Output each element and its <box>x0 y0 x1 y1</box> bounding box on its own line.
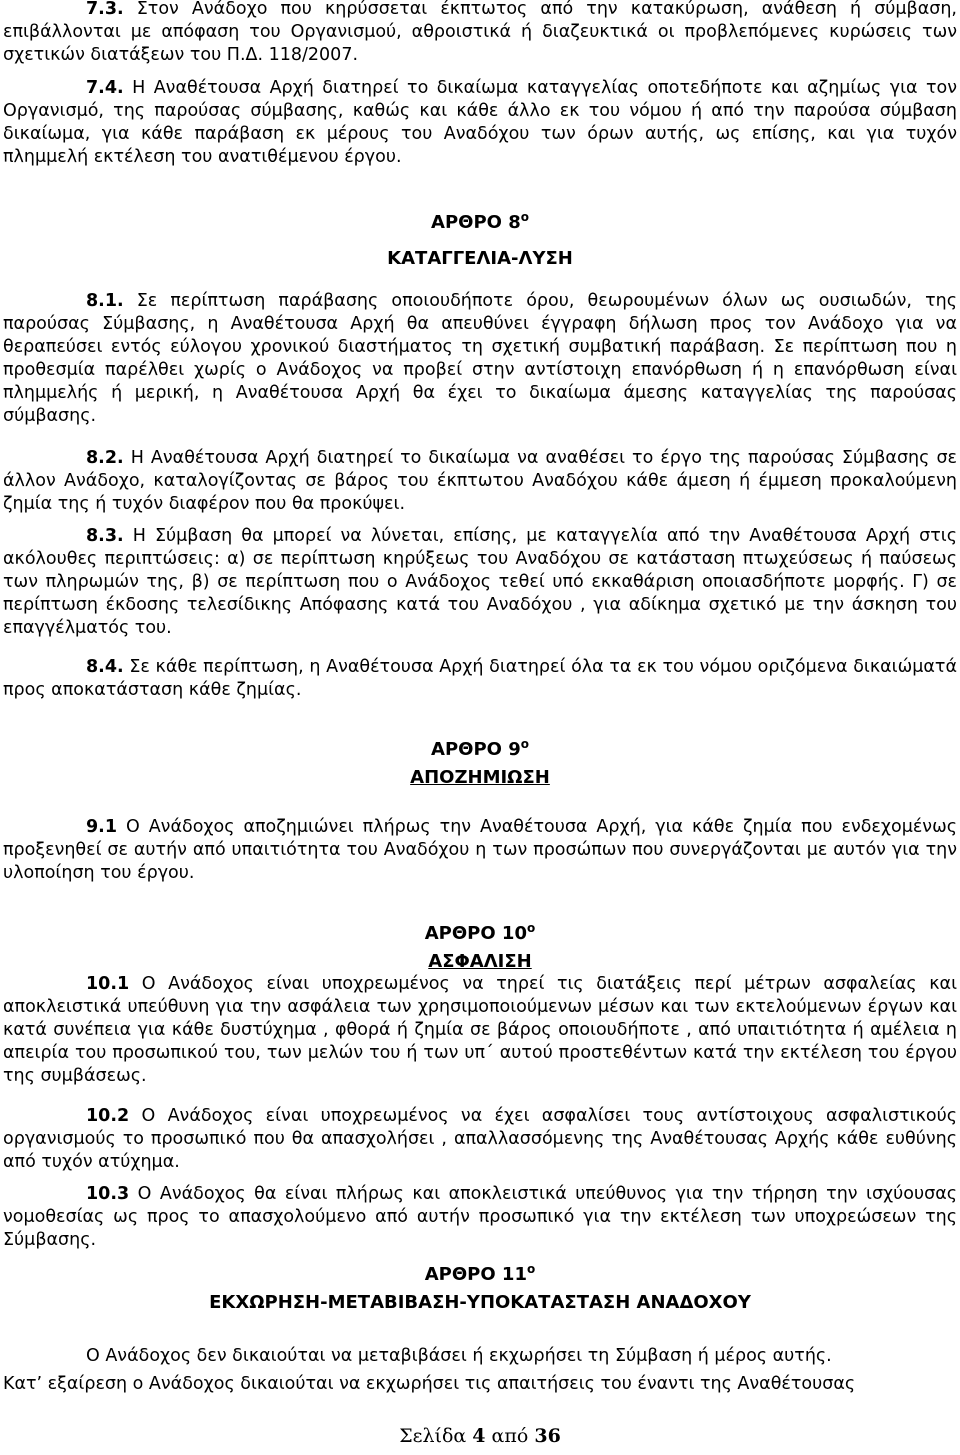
clause-text: Ο Ανάδοχος είναι υποχρεωμένος να έχει ασφαλίσει τους αντίστοιχους ασφαλιστικούς οργανισμούς το προσωπικό που θα απασχολήσει , απαλλασσόμενης της Αναθέτουσας Αρχής κάθε ευθύνης από τυχόν ατύχημα. <box>3 1106 957 1172</box>
paragraph-10-2 <box>3 1105 957 1174</box>
clause-text: Η Σύμβαση θα μπορεί να λύνεται, επίσης, με καταγγελία από την Αναθέτουσα Αρχή στις ακόλουθες περιπτώσεις: α) σε περίπτωση κηρύξεως του Αναδόχου σε κατάσταση πτωχεύσεως ή παύσεως των πληρωμών της, β) σε περίπτωση που ο Ανάδοχος τεθεί υπό εκκαθάριση οποιασδήποτε μορφής. Γ) σε περίπτωση έκδοσης τελεσίδικης Απόφασης κατά του Αναδόχου , για αδίκημα σχετικό με την άσκηση του επαγγέλματός του. <box>3 526 957 638</box>
clause-number: 7.4. <box>86 78 124 98</box>
article-subtitle: ΑΠΟΖΗΜΙΩΣΗ <box>410 767 550 788</box>
article-title: ΑΡΘΡΟ $11^o$ <box>424 1262 536 1285</box>
article-10-heading <box>0 922 960 974</box>
paragraph-7-4 <box>3 77 957 169</box>
paragraph-8-4 <box>3 656 957 702</box>
paragraph-10-3 <box>3 1183 957 1252</box>
article-subtitle: ΚΑΤΑΓΓΕΛΙΑ-ΛΥΣΗ <box>387 248 573 269</box>
clause-number: 8.2. <box>86 448 124 468</box>
article-9-heading <box>0 738 960 790</box>
article-title: ΑΡΘΡΟ $8^o$ <box>431 210 529 233</box>
clause-number: 9.1 <box>86 817 118 837</box>
current-page-number: 4 <box>472 1425 486 1447</box>
paragraph-11-1: Ο Ανάδοχος δεν δικαιούται να μεταβιβάσει ή εκχωρήσει τη Σύμβαση ή μέρος αυτής. <box>86 1346 832 1366</box>
paragraph-11-2: Κατ’ εξαίρεση ο Ανάδοχος δικαιούται να εκχωρήσει τις απαιτήσεις του έναντι της Αναθέτουσας <box>3 1374 856 1394</box>
article-subtitle: ΑΣΦΑΛΙΣΗ <box>428 951 532 972</box>
clause-number: 8.3. <box>86 526 124 546</box>
article-title: ΑΡΘΡΟ $10^o$ <box>424 921 536 944</box>
paragraph-8-3 <box>3 525 957 640</box>
clause-number: 10.2 <box>86 1106 130 1126</box>
clause-text: Η Αναθέτουσα Αρχή διατηρεί το δικαίωμα καταγγελίας οποτεδήποτε και αζημίως για τον Οργανισμό, της παρούσας σύμβασης, καθώς και κάθε άλλο εκ του νόμου ή από την παρούσα σύμβαση δικαίωμα, για κάθε παράβαση εκ μέρους του Αναδόχου των όρων αυτής, ως επίσης, και για τυχόν πλημμελή εκτέλεση του ανατιθέμενου έργου. <box>3 78 957 167</box>
clause-number: 10.1 <box>86 974 130 994</box>
clause-number: 8.4. <box>86 657 124 677</box>
clause-number: 10.3 <box>86 1184 130 1204</box>
page-footer: Σελίδα 4 από 36 <box>399 1425 561 1447</box>
article-title: ΑΡΘΡΟ $9^o$ <box>431 737 529 760</box>
clause-text: Σε κάθε περίπτωση, η Αναθέτουσα Αρχή διατηρεί όλα τα εκ του νόμου οριζόμενα δικαιώματά προς αποκατάσταση κάθε ζημίας. <box>3 657 957 700</box>
paragraph-8-2 <box>3 447 957 516</box>
clause-text: Στον Ανάδοχο που κηρύσσεται έκπτωτος από την κατακύρωση, ανάθεση ή σύμβαση, επιβάλλονται με απόφαση του Οργανισμού, αθροιστικά ή διαζευκτικά οι προβλεπόμενες κυρώσεις των σχετικών διατάξεων του Π.Δ. 118/2007. <box>3 0 957 65</box>
clause-text: Σε περίπτωση παράβασης οποιουδήποτε όρου, θεωρουμένων όλων ως ουσιωδών, της παρούσας Σύμβασης, η Αναθέτουσα Αρχή θα απευθύνει έγγραφη δήλωση προς τον Ανάδοχο για να θεραπεύσει εντός εύλογου χρονικού διαστήματος τη σχετική συμβατική παράβαση. Σε περίπτωση που η προθεσμία παρέλθει χωρίς ο Ανάδοχος να προβεί στην αντίστοιχη επανόρθωση ή η επανόρθωση είναι πλημμελής ή μερική, η Αναθέτουσα Αρχή θα έχει το δικαίωμα άμεσης καταγγελίας της παρούσας σύμβασης. <box>3 291 957 426</box>
article-subtitle: ΕΚΧΩΡΗΣΗ-ΜΕΤΑΒΙΒΑΣΗ-ΥΠΟΚΑΤΑΣΤΑΣΗ ΑΝΑΔΟΧΟΥ <box>209 1292 751 1313</box>
clause-text: Ο Ανάδοχος είναι υποχρεωμένος να τηρεί τις διατάξεις περί μέτρων ασφαλείας και αποκλειστικά υπεύθυνη για την ασφάλεια των χρησιμοποιούμενων μέσων και των εκτελούμενων έργων και κατά συνέπεια για κάθε δυστύχημα , φθορά ή ζημία σε βάρος οποιουδήποτε , από υπαιτιότητα ή αμέλεια η απειρία του προσωπικού του, των μελών του ή των υπ΄ αυτού προστεθέντων κατά την εκτέλεση του έργου της συμβάσεως. <box>3 974 957 1086</box>
clause-text: Ο Ανάδοχος θα είναι πλήρως και αποκλειστικά υπεύθυνος για την τήρηση την ισχύουσας νομοθεσίας ως προς το απασχολούμενο από αυτήν προσωπικό για την εκτέλεση των υποχρεώσεων της Σύμβασης. <box>3 1184 957 1250</box>
paragraph-9-1 <box>3 816 957 885</box>
article-8-heading <box>0 211 960 271</box>
clause-text: Ο Ανάδοχος αποζημιώνει πλήρως την Αναθέτουσα Αρχή, για κάθε ζημία που ενδεχομένως προξενηθεί σε αυτήν από υπαιτιότητα του Αναδόχου η των προσώπων που συνεργάζονται με αυτόν για την υλοποίηση του έργου. <box>3 817 957 883</box>
clause-text: Η Αναθέτουσα Αρχή διατηρεί το δικαίωμα να αναθέσει το έργο της παρούσας Σύμβασης σε άλλον Ανάδοχο, καταλογίζοντας σε βάρος του έκπτωτου Αναδόχου κάθε άμεση ή έμμεση προκαλούμενη ζημία της ή τυχόν διαφέρον που θα προκύψει. <box>3 448 957 514</box>
paragraph-10-1 <box>3 973 957 1088</box>
clause-number: 8.1. <box>86 291 124 311</box>
paragraph-8-1 <box>3 290 957 428</box>
total-pages: 36 <box>534 1425 561 1447</box>
article-11-heading <box>0 1263 960 1315</box>
clause-number: 7.3. <box>86 0 124 19</box>
paragraph-7-3 <box>3 0 957 67</box>
